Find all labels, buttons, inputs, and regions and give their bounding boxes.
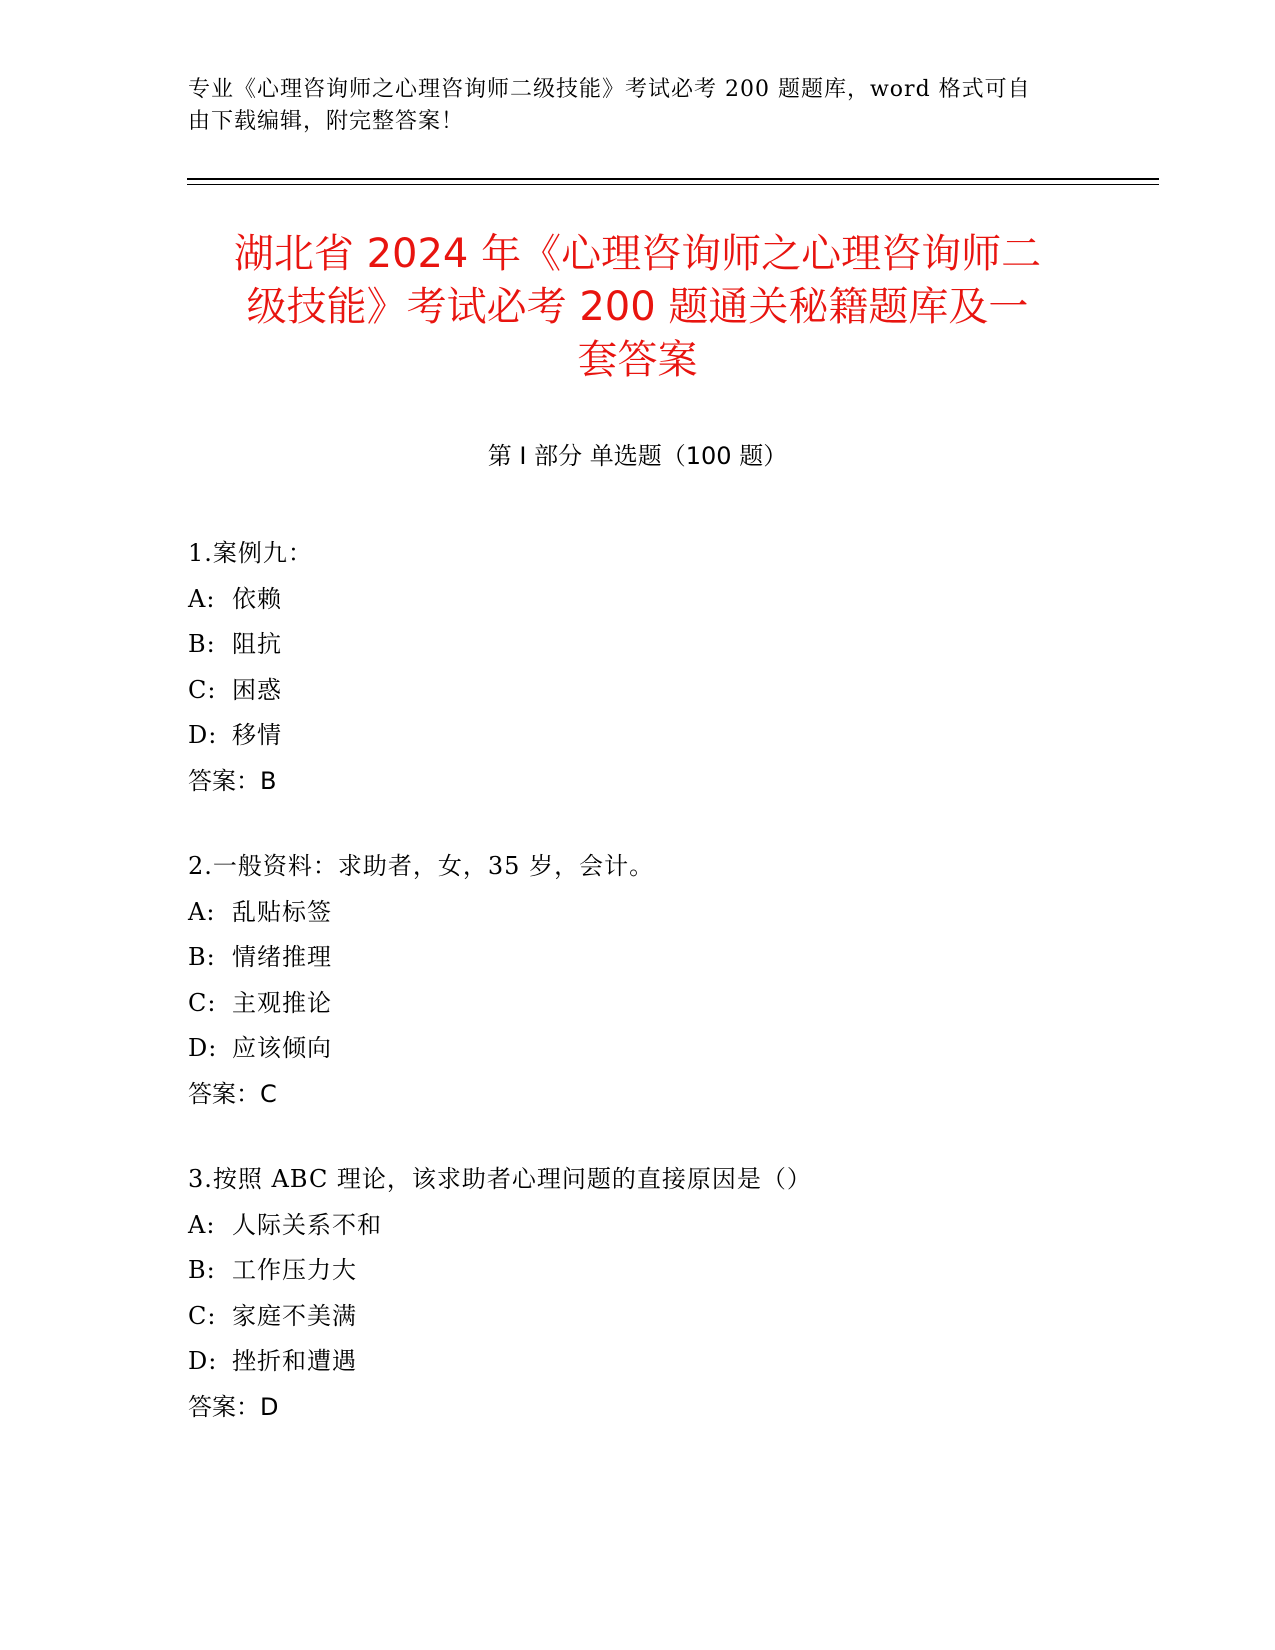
option-text: 困惑 bbox=[232, 675, 282, 704]
option-c bbox=[188, 1294, 1148, 1340]
option-text: 移情 bbox=[232, 721, 282, 749]
intro-line-1: 专业《心理咨询师之心理咨询师二级技能》考试必考 200 题题库，word 格式可自 bbox=[188, 77, 1031, 102]
option-text: 主观推论 bbox=[232, 988, 332, 1017]
option-d bbox=[188, 1026, 1148, 1072]
option-key: D: bbox=[188, 1347, 218, 1375]
option-key: D: bbox=[188, 721, 218, 749]
option-b bbox=[188, 622, 1148, 668]
option-a bbox=[188, 577, 1148, 623]
option-key: A: bbox=[188, 897, 216, 926]
question-stem: 3.按照 ABC 理论，该求助者心理问题的直接原因是（） bbox=[188, 1165, 812, 1193]
title-line-1: 湖北省 2024 年《心理咨询师之心理咨询师二 bbox=[233, 231, 1042, 277]
option-key: A: bbox=[188, 584, 216, 613]
question-stem: 1.案例九： bbox=[188, 539, 313, 567]
option-text: 家庭不美满 bbox=[232, 1301, 357, 1330]
option-d bbox=[188, 713, 1148, 759]
document-title bbox=[160, 228, 1115, 387]
option-text: 情绪推理 bbox=[232, 943, 332, 971]
answer-line: 答案：C bbox=[188, 1079, 277, 1108]
option-key: C: bbox=[188, 988, 217, 1017]
option-a bbox=[188, 1203, 1148, 1249]
question-item bbox=[188, 1157, 1148, 1430]
option-text: 挫折和遭遇 bbox=[232, 1347, 357, 1375]
option-c bbox=[188, 668, 1148, 714]
option-b bbox=[188, 935, 1148, 981]
option-b bbox=[188, 1248, 1148, 1294]
header-divider-thick bbox=[187, 178, 1159, 180]
intro-line-2: 由下载编辑，附完整答案！ bbox=[188, 109, 465, 134]
option-key: B: bbox=[188, 1256, 216, 1284]
option-key: D: bbox=[188, 1034, 218, 1062]
option-text: 工作压力大 bbox=[232, 1256, 357, 1284]
option-c bbox=[188, 981, 1148, 1027]
option-text: 乱贴标签 bbox=[232, 897, 332, 926]
option-key: B: bbox=[188, 630, 216, 658]
option-key: B: bbox=[188, 943, 216, 971]
option-text: 人际关系不和 bbox=[232, 1210, 382, 1239]
option-text: 依赖 bbox=[232, 584, 282, 613]
option-key: C: bbox=[188, 675, 217, 704]
option-text: 应该倾向 bbox=[232, 1034, 332, 1062]
header-divider-thin bbox=[187, 184, 1159, 185]
option-text: 阻抗 bbox=[232, 630, 282, 658]
answer-line: 答案：B bbox=[188, 766, 277, 795]
question-stem: 2.一般资料：求助者，女，35 岁，会计。 bbox=[188, 852, 655, 880]
question-item bbox=[188, 531, 1148, 804]
section-heading: 第 I 部分 单选题（100 题） bbox=[487, 442, 788, 470]
intro-text bbox=[188, 74, 1068, 138]
title-line-2: 级技能》考试必考 200 题通关秘籍题库及一 bbox=[246, 284, 1029, 330]
option-d bbox=[188, 1339, 1148, 1385]
option-key: A: bbox=[188, 1210, 216, 1239]
question-item bbox=[188, 844, 1148, 1117]
title-line-3: 套答案 bbox=[577, 337, 698, 383]
option-key: C: bbox=[188, 1301, 217, 1330]
question-list bbox=[188, 531, 1148, 1470]
option-a bbox=[188, 890, 1148, 936]
answer-line: 答案：D bbox=[188, 1392, 279, 1421]
